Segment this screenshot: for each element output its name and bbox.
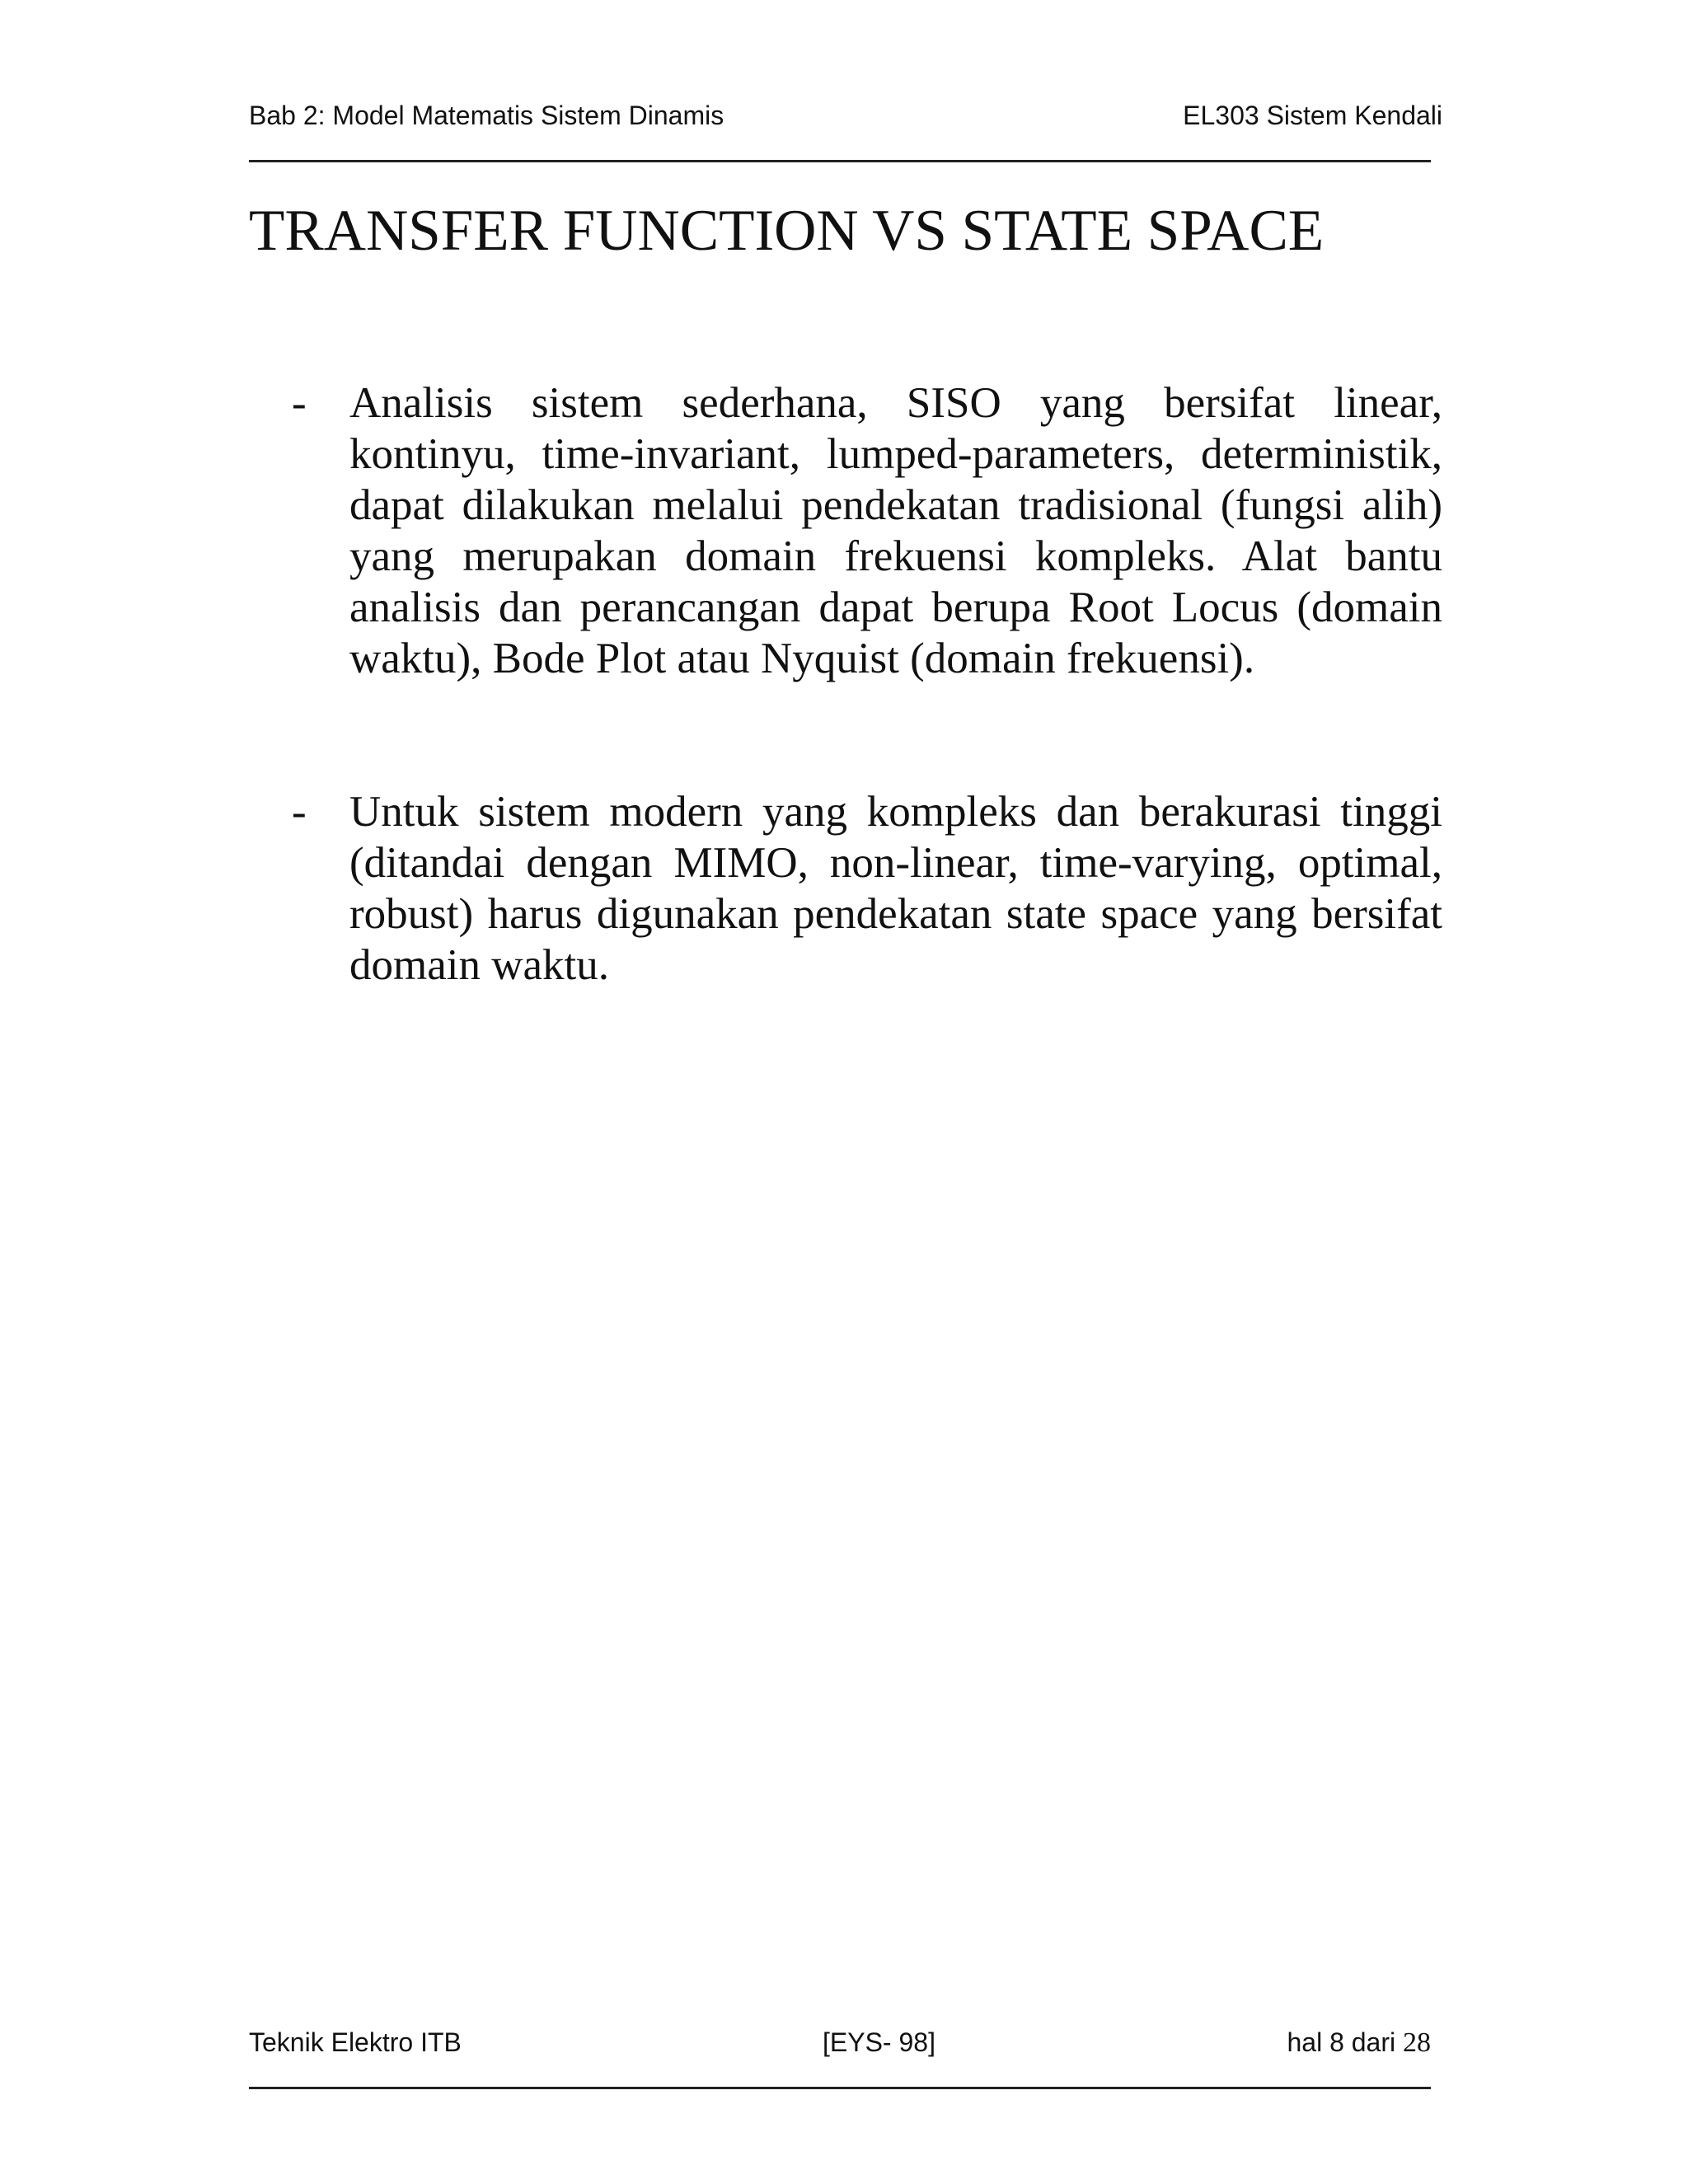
page-prefix: hal 8 dari (1287, 2027, 1396, 2057)
bullet-item (292, 377, 1442, 684)
bullet-text: Untuk sistem modern yang kompleks dan berakurasi tinggi (ditandai dengan MIMO, non-linear, time-varying, optimal, robust) harus digunakan pendekatan state space yang bersifat domain waktu. (349, 788, 1442, 989)
bullet-text: Analisis sistem sederhana, SISO yang bersifat linear, kontinyu, time-invariant, lumped-parameters, deterministik, dapat dilakukan melalui pendekatan tradisional (fungsi alih) yang merupakan domain frekuensi kompleks. Alat bantu analisis dan perancangan dapat berupa Root Locus (domain waktu), Bode Plot atau Nyquist (domain frekuensi). (349, 379, 1442, 682)
header-divider (249, 160, 1431, 162)
footer-institution: Teknik Elektro ITB (249, 2027, 462, 2057)
footer-page-number (1287, 2024, 1431, 2061)
bullet-marker: - (292, 788, 307, 836)
header-course: EL303 Sistem Kendali (1183, 101, 1442, 130)
bullet-item (292, 786, 1442, 991)
footer-divider (249, 2087, 1431, 2089)
footer-reference: [EYS- 98] (823, 2027, 935, 2057)
bullet-marker: - (292, 379, 307, 427)
page-header (249, 97, 1442, 134)
header-chapter: Bab 2: Model Matematis Sistem Dinamis (249, 101, 724, 130)
page-total: 28 (1403, 2027, 1431, 2058)
page-footer (249, 2024, 1431, 2060)
page-title: TRANSFER FUNCTION VS STATE SPACE (249, 199, 1325, 263)
bullet-list (292, 377, 1442, 991)
